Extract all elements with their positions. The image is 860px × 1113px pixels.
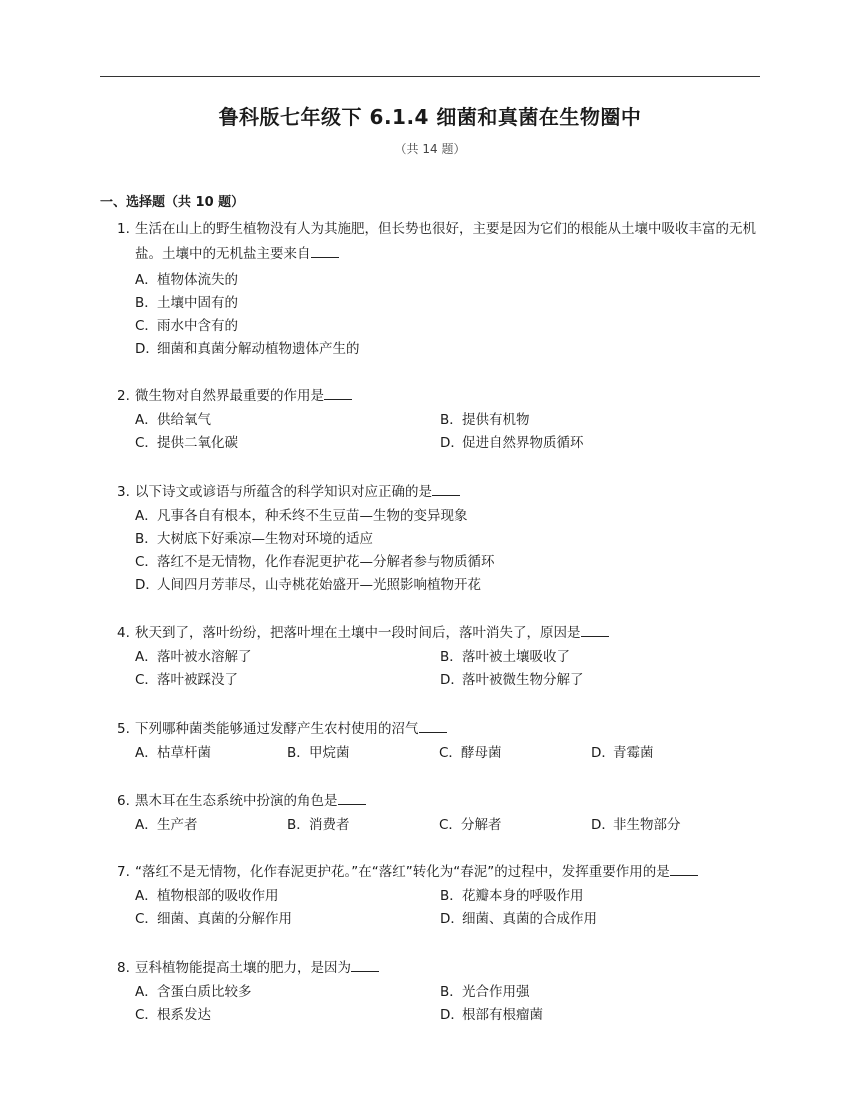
option-b: B．提供有机物 [440,412,530,428]
question-text: 秋天到了，落叶纷纷，把落叶埋在土壤中一段时间后，落叶消失了，原因是 [135,625,581,641]
question-text: “落红不是无情物，化作春泥更护花。”在“落红”转化为“春泥”的过程中，发挥重要作用的是 [135,864,670,880]
option-a: A．供给氧气 [135,412,211,428]
question-text: 下列哪种菌类能够通过发酵产生农村使用的沼气 [135,721,419,737]
option-d: D．根部有根瘤菌 [440,1007,543,1023]
answer-blank [581,622,609,637]
question-8 [117,956,767,1027]
question-1 [117,217,767,361]
option-c: C．落红不是无情物，化作春泥更护花—分解者参与物质循环 [135,554,495,570]
answer-blank [419,718,447,733]
option-b: B．花瓣本身的呼吸作用 [440,888,584,904]
option-d: D．人间四月芳菲尽，山寺桃花始盛开—光照影响植物开花 [135,577,481,593]
question-2 [117,384,767,455]
answer-blank [670,861,698,876]
option-c: C．落叶被踩没了 [135,672,238,688]
question-3 [117,480,767,597]
option-b: B．落叶被土壤吸收了 [440,649,570,665]
question-text: 以下诗文或谚语与所蕴含的科学知识对应正确的是 [135,484,432,500]
question-number: 2. [117,388,130,404]
question-number: 3. [117,484,130,500]
answer-blank [338,790,366,805]
option-a: A．落叶被水溶解了 [135,649,252,665]
option-d: D．细菌和真菌分解动植物遗体产生的 [135,341,360,357]
question-6 [117,789,767,837]
question-text: 微生物对自然界最重要的作用是 [135,388,324,404]
option-b: B．甲烷菌 [287,745,350,761]
option-a: A．植物根部的吸收作用 [135,888,279,904]
top-rule [100,76,760,77]
option-a: A．凡事各自有根本，种禾终不生豆苗—生物的变异现象 [135,508,468,524]
question-count: （共 14 题） [394,142,466,156]
option-b: B．光合作用强 [440,984,530,1000]
section-heading: 一、选择题（共 10 题） [100,195,245,210]
answer-blank [311,243,339,258]
option-c: C．细菌、真菌的分解作用 [135,911,292,927]
option-b: B．土壤中固有的 [135,295,238,311]
answer-blank [432,481,460,496]
question-number: 5. [117,721,130,737]
page-title: 鲁科版七年级下 6.1.4 细菌和真菌在生物圈中 [218,105,642,129]
option-d: D．青霉菌 [591,745,654,761]
option-b: B．消费者 [287,817,350,833]
option-d: D．落叶被微生物分解了 [440,672,584,688]
question-text: 黑木耳在生态系统中扮演的角色是 [135,793,338,809]
option-d: D．非生物部分 [591,817,681,833]
question-text: 豆科植物能提高土壤的肥力，是因为 [135,960,351,976]
question-4 [117,621,767,692]
question-number: 8. [117,960,130,976]
question-number: 4. [117,625,130,641]
option-d: D．细菌、真菌的合成作用 [440,911,597,927]
question-5 [117,717,767,765]
option-b: B．大树底下好乘凉—生物对环境的适应 [135,531,373,547]
option-a: A．植物体流失的 [135,272,238,288]
question-number: 7. [117,864,130,880]
option-c: C．提供二氧化碳 [135,435,238,451]
question-number: 1. [117,221,130,237]
option-c: C．酵母菌 [439,745,502,761]
question-text: 生活在山上的野生植物没有人为其施肥，但长势也很好，主要是因为它们的根能从土壤中吸收丰富的无机盐。土壤中的无机盐主要来自 [135,221,756,262]
option-a: A．枯草杆菌 [135,745,211,761]
option-a: A．生产者 [135,817,198,833]
option-a: A．含蛋白质比较多 [135,984,252,1000]
answer-blank [351,957,379,972]
answer-blank [324,385,352,400]
option-c: C．雨水中含有的 [135,318,238,334]
option-c: C．根系发达 [135,1007,211,1023]
question-7 [117,860,767,931]
option-d: D．促进自然界物质循环 [440,435,584,451]
option-c: C．分解者 [439,817,502,833]
question-number: 6. [117,793,130,809]
